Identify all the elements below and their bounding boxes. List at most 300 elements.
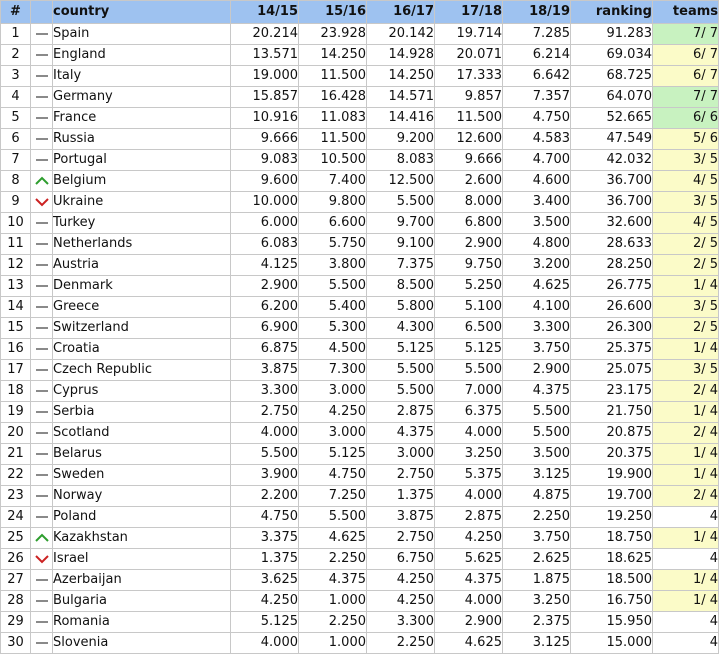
header-trend <box>31 1 53 24</box>
country-name[interactable]: Czech Republic <box>53 360 231 381</box>
trend-cell <box>31 381 53 402</box>
country-name[interactable]: Portugal <box>53 150 231 171</box>
teams-value: 4 <box>653 633 719 654</box>
country-name[interactable]: Norway <box>53 486 231 507</box>
table-row[interactable] <box>1 276 719 297</box>
season-14-15-value: 4.125 <box>231 255 299 276</box>
rank-cell: 8 <box>1 171 31 192</box>
header-season-17-18[interactable]: 17/18 <box>435 1 503 24</box>
header-season-14-15[interactable]: 14/15 <box>231 1 299 24</box>
trend-cell <box>31 402 53 423</box>
teams-value: 4 <box>653 612 719 633</box>
header-row <box>1 1 719 24</box>
season-14-15-value: 6.875 <box>231 339 299 360</box>
dash-icon <box>34 427 50 439</box>
season-14-15-value: 13.571 <box>231 45 299 66</box>
table-row[interactable] <box>1 24 719 45</box>
season-17-18-value: 4.000 <box>435 591 503 612</box>
country-name[interactable]: Cyprus <box>53 381 231 402</box>
season-18-19-value: 4.100 <box>503 297 571 318</box>
arrow-up-icon <box>34 175 50 187</box>
country-name[interactable]: Spain <box>53 24 231 45</box>
dash-icon <box>34 364 50 376</box>
table-row[interactable] <box>1 318 719 339</box>
season-17-18-value: 6.800 <box>435 213 503 234</box>
teams-value: 4/ 5 <box>653 213 719 234</box>
ranking-value: 68.725 <box>571 66 653 87</box>
season-15-16-value: 2.250 <box>299 549 367 570</box>
rank-cell: 1 <box>1 24 31 45</box>
season-16-17-value: 5.500 <box>367 381 435 402</box>
season-15-16-value: 5.500 <box>299 507 367 528</box>
season-16-17-value: 7.375 <box>367 255 435 276</box>
header-season-15-16[interactable]: 15/16 <box>299 1 367 24</box>
header-rank[interactable]: # <box>1 1 31 24</box>
rank-cell: 28 <box>1 591 31 612</box>
season-17-18-value: 4.625 <box>435 633 503 654</box>
season-15-16-value: 7.300 <box>299 360 367 381</box>
season-16-17-value: 2.750 <box>367 465 435 486</box>
teams-value: 4 <box>653 507 719 528</box>
season-18-19-value: 4.800 <box>503 234 571 255</box>
country-name[interactable]: Germany <box>53 87 231 108</box>
country-name[interactable]: Sweden <box>53 465 231 486</box>
season-16-17-value: 5.500 <box>367 360 435 381</box>
season-16-17-value: 14.928 <box>367 45 435 66</box>
teams-value: 1/ 4 <box>653 339 719 360</box>
country-name[interactable]: Greece <box>53 297 231 318</box>
country-name[interactable]: Scotland <box>53 423 231 444</box>
table-row[interactable] <box>1 297 719 318</box>
season-18-19-value: 3.750 <box>503 528 571 549</box>
season-17-18-value: 8.000 <box>435 192 503 213</box>
season-15-16-value: 4.500 <box>299 339 367 360</box>
season-17-18-value: 9.666 <box>435 150 503 171</box>
rank-cell: 18 <box>1 381 31 402</box>
season-18-19-value: 7.285 <box>503 24 571 45</box>
rank-cell: 12 <box>1 255 31 276</box>
dash-icon <box>34 448 50 460</box>
season-17-18-value: 2.900 <box>435 612 503 633</box>
season-15-16-value: 10.500 <box>299 150 367 171</box>
table-row[interactable] <box>1 612 719 633</box>
season-17-18-value: 6.500 <box>435 318 503 339</box>
arrow-down-icon <box>34 553 50 565</box>
trend-cell <box>31 549 53 570</box>
season-14-15-value: 6.200 <box>231 297 299 318</box>
season-17-18-value: 4.000 <box>435 486 503 507</box>
trend-cell <box>31 66 53 87</box>
season-14-15-value: 4.750 <box>231 507 299 528</box>
season-17-18-value: 5.125 <box>435 339 503 360</box>
country-name[interactable]: Belgium <box>53 171 231 192</box>
rank-cell: 6 <box>1 129 31 150</box>
season-14-15-value: 4.000 <box>231 423 299 444</box>
season-16-17-value: 20.142 <box>367 24 435 45</box>
season-14-15-value: 4.000 <box>231 633 299 654</box>
season-18-19-value: 3.400 <box>503 192 571 213</box>
season-18-19-value: 7.357 <box>503 87 571 108</box>
season-17-18-value: 6.375 <box>435 402 503 423</box>
season-17-18-value: 9.750 <box>435 255 503 276</box>
country-name[interactable]: Croatia <box>53 339 231 360</box>
season-16-17-value: 5.125 <box>367 339 435 360</box>
season-16-17-value: 4.250 <box>367 570 435 591</box>
season-14-15-value: 5.500 <box>231 444 299 465</box>
season-15-16-value: 23.928 <box>299 24 367 45</box>
rank-cell: 10 <box>1 213 31 234</box>
season-18-19-value: 3.125 <box>503 633 571 654</box>
season-18-19-value: 2.375 <box>503 612 571 633</box>
season-17-18-value: 5.250 <box>435 276 503 297</box>
teams-value: 3/ 5 <box>653 150 719 171</box>
ranking-value: 52.665 <box>571 108 653 129</box>
season-14-15-value: 1.375 <box>231 549 299 570</box>
season-16-17-value: 3.300 <box>367 612 435 633</box>
ranking-value: 47.549 <box>571 129 653 150</box>
dash-icon <box>34 217 50 229</box>
trend-cell <box>31 213 53 234</box>
table-row[interactable] <box>1 549 719 570</box>
country-name[interactable]: Poland <box>53 507 231 528</box>
country-name[interactable]: Switzerland <box>53 318 231 339</box>
season-15-16-value: 5.750 <box>299 234 367 255</box>
rank-cell: 21 <box>1 444 31 465</box>
table-row[interactable] <box>1 234 719 255</box>
season-18-19-value: 5.500 <box>503 402 571 423</box>
country-name[interactable]: Israel <box>53 549 231 570</box>
ranking-value: 15.000 <box>571 633 653 654</box>
dash-icon <box>34 259 50 271</box>
country-name[interactable]: Turkey <box>53 213 231 234</box>
season-17-18-value: 4.000 <box>435 423 503 444</box>
ranking-value: 15.950 <box>571 612 653 633</box>
season-18-19-value: 3.750 <box>503 339 571 360</box>
ranking-value: 19.250 <box>571 507 653 528</box>
season-16-17-value: 8.500 <box>367 276 435 297</box>
country-name[interactable]: Azerbaijan <box>53 570 231 591</box>
rank-cell: 14 <box>1 297 31 318</box>
season-16-17-value: 3.000 <box>367 444 435 465</box>
rank-cell: 16 <box>1 339 31 360</box>
ranking-value: 18.500 <box>571 570 653 591</box>
country-name[interactable]: Russia <box>53 129 231 150</box>
dash-icon <box>34 343 50 355</box>
dash-icon <box>34 133 50 145</box>
season-18-19-value: 4.583 <box>503 129 571 150</box>
teams-value: 3/ 5 <box>653 297 719 318</box>
season-15-16-value: 16.428 <box>299 87 367 108</box>
table-row[interactable] <box>1 423 719 444</box>
teams-value: 1/ 4 <box>653 402 719 423</box>
season-16-17-value: 4.300 <box>367 318 435 339</box>
trend-cell <box>31 360 53 381</box>
rank-cell: 23 <box>1 486 31 507</box>
country-name[interactable]: Denmark <box>53 276 231 297</box>
season-14-15-value: 10.916 <box>231 108 299 129</box>
trend-cell <box>31 276 53 297</box>
table-row[interactable] <box>1 444 719 465</box>
season-15-16-value: 11.500 <box>299 129 367 150</box>
trend-cell <box>31 591 53 612</box>
trend-cell <box>31 24 53 45</box>
season-16-17-value: 5.500 <box>367 192 435 213</box>
season-16-17-value: 5.800 <box>367 297 435 318</box>
rank-cell: 15 <box>1 318 31 339</box>
table-row[interactable] <box>1 87 719 108</box>
season-16-17-value: 8.083 <box>367 150 435 171</box>
table-row[interactable] <box>1 171 719 192</box>
table-row[interactable] <box>1 150 719 171</box>
ranking-value: 26.775 <box>571 276 653 297</box>
table-row[interactable] <box>1 570 719 591</box>
dash-icon <box>34 70 50 82</box>
country-name[interactable]: France <box>53 108 231 129</box>
rank-cell: 5 <box>1 108 31 129</box>
season-17-18-value: 12.600 <box>435 129 503 150</box>
arrow-up-icon <box>34 532 50 544</box>
season-17-18-value: 7.000 <box>435 381 503 402</box>
teams-value: 2/ 4 <box>653 423 719 444</box>
rank-cell: 19 <box>1 402 31 423</box>
country-name[interactable]: Austria <box>53 255 231 276</box>
season-17-18-value: 4.375 <box>435 570 503 591</box>
rank-cell: 29 <box>1 612 31 633</box>
table-row[interactable] <box>1 339 719 360</box>
season-16-17-value: 9.200 <box>367 129 435 150</box>
season-17-18-value: 19.714 <box>435 24 503 45</box>
country-name[interactable]: Romania <box>53 612 231 633</box>
season-14-15-value: 6.083 <box>231 234 299 255</box>
rank-cell: 25 <box>1 528 31 549</box>
country-name[interactable]: Kazakhstan <box>53 528 231 549</box>
teams-value: 1/ 4 <box>653 591 719 612</box>
season-17-18-value: 4.250 <box>435 528 503 549</box>
season-15-16-value: 1.000 <box>299 633 367 654</box>
season-14-15-value: 2.900 <box>231 276 299 297</box>
dash-icon <box>34 385 50 397</box>
ranking-value: 36.700 <box>571 192 653 213</box>
season-18-19-value: 3.200 <box>503 255 571 276</box>
teams-value: 7/ 7 <box>653 87 719 108</box>
season-18-19-value: 4.625 <box>503 276 571 297</box>
table-row[interactable] <box>1 192 719 213</box>
season-15-16-value: 1.000 <box>299 591 367 612</box>
table-row[interactable] <box>1 465 719 486</box>
ranking-value: 18.750 <box>571 528 653 549</box>
trend-cell <box>31 45 53 66</box>
ranking-value: 19.700 <box>571 486 653 507</box>
season-17-18-value: 5.500 <box>435 360 503 381</box>
season-18-19-value: 5.500 <box>503 423 571 444</box>
ranking-value: 25.075 <box>571 360 653 381</box>
dash-icon <box>34 616 50 628</box>
dash-icon <box>34 406 50 418</box>
season-14-15-value: 3.625 <box>231 570 299 591</box>
season-16-17-value: 3.875 <box>367 507 435 528</box>
table-row[interactable] <box>1 633 719 654</box>
season-15-16-value: 7.250 <box>299 486 367 507</box>
season-15-16-value: 5.400 <box>299 297 367 318</box>
country-name[interactable]: Italy <box>53 66 231 87</box>
season-16-17-value: 2.250 <box>367 633 435 654</box>
season-16-17-value: 2.750 <box>367 528 435 549</box>
season-14-15-value: 20.214 <box>231 24 299 45</box>
country-name[interactable]: Ukraine <box>53 192 231 213</box>
ranking-value: 28.250 <box>571 255 653 276</box>
table-row[interactable] <box>1 255 719 276</box>
table-row[interactable] <box>1 528 719 549</box>
table-row[interactable] <box>1 507 719 528</box>
table-row[interactable] <box>1 360 719 381</box>
header-ranking[interactable]: ranking <box>571 1 653 24</box>
header-season-18-19[interactable]: 18/19 <box>503 1 571 24</box>
ranking-value: 20.875 <box>571 423 653 444</box>
teams-value: 1/ 4 <box>653 528 719 549</box>
season-18-19-value: 3.250 <box>503 591 571 612</box>
trend-cell <box>31 318 53 339</box>
season-17-18-value: 2.600 <box>435 171 503 192</box>
rank-cell: 4 <box>1 87 31 108</box>
season-15-16-value: 6.600 <box>299 213 367 234</box>
teams-value: 1/ 4 <box>653 465 719 486</box>
trend-cell <box>31 570 53 591</box>
trend-cell <box>31 528 53 549</box>
ranking-value: 32.600 <box>571 213 653 234</box>
trend-cell <box>31 87 53 108</box>
season-15-16-value: 5.500 <box>299 276 367 297</box>
season-18-19-value: 6.214 <box>503 45 571 66</box>
table-row[interactable] <box>1 108 719 129</box>
dash-icon <box>34 49 50 61</box>
rank-cell: 17 <box>1 360 31 381</box>
country-name[interactable]: Bulgaria <box>53 591 231 612</box>
season-16-17-value: 9.100 <box>367 234 435 255</box>
dash-icon <box>34 280 50 292</box>
dash-icon <box>34 322 50 334</box>
table-row[interactable] <box>1 213 719 234</box>
country-name[interactable]: Netherlands <box>53 234 231 255</box>
season-15-16-value: 11.500 <box>299 66 367 87</box>
season-17-18-value: 5.625 <box>435 549 503 570</box>
season-15-16-value: 3.000 <box>299 423 367 444</box>
season-15-16-value: 9.800 <box>299 192 367 213</box>
dash-icon <box>34 154 50 166</box>
trend-cell <box>31 612 53 633</box>
season-16-17-value: 9.700 <box>367 213 435 234</box>
rank-cell: 9 <box>1 192 31 213</box>
dash-icon <box>34 511 50 523</box>
season-14-15-value: 6.000 <box>231 213 299 234</box>
dash-icon <box>34 469 50 481</box>
dash-icon <box>34 238 50 250</box>
season-14-15-value: 2.750 <box>231 402 299 423</box>
season-14-15-value: 15.857 <box>231 87 299 108</box>
rank-cell: 3 <box>1 66 31 87</box>
teams-value: 3/ 5 <box>653 360 719 381</box>
dash-icon <box>34 91 50 103</box>
trend-cell <box>31 465 53 486</box>
season-17-18-value: 5.375 <box>435 465 503 486</box>
trend-cell <box>31 108 53 129</box>
season-15-16-value: 11.083 <box>299 108 367 129</box>
trend-cell <box>31 507 53 528</box>
dash-icon <box>34 112 50 124</box>
season-17-18-value: 5.100 <box>435 297 503 318</box>
table-row[interactable] <box>1 381 719 402</box>
season-18-19-value: 4.700 <box>503 150 571 171</box>
season-15-16-value: 5.300 <box>299 318 367 339</box>
season-16-17-value: 12.500 <box>367 171 435 192</box>
ranking-value: 42.032 <box>571 150 653 171</box>
season-18-19-value: 3.300 <box>503 318 571 339</box>
arrow-down-icon <box>34 196 50 208</box>
season-14-15-value: 19.000 <box>231 66 299 87</box>
header-country[interactable]: country <box>53 1 231 24</box>
teams-value: 6/ 6 <box>653 108 719 129</box>
season-15-16-value: 4.625 <box>299 528 367 549</box>
season-15-16-value: 7.400 <box>299 171 367 192</box>
dash-icon <box>34 574 50 586</box>
teams-value: 2/ 5 <box>653 318 719 339</box>
trend-cell <box>31 129 53 150</box>
rank-cell: 24 <box>1 507 31 528</box>
table-row[interactable] <box>1 129 719 150</box>
trend-cell <box>31 339 53 360</box>
table-row[interactable] <box>1 45 719 66</box>
table-row[interactable] <box>1 486 719 507</box>
rank-cell: 7 <box>1 150 31 171</box>
table-row[interactable] <box>1 591 719 612</box>
teams-value: 6/ 7 <box>653 66 719 87</box>
trend-cell <box>31 444 53 465</box>
country-name[interactable]: England <box>53 45 231 66</box>
ranking-value: 23.175 <box>571 381 653 402</box>
header-teams[interactable]: teams <box>653 1 719 24</box>
season-17-18-value: 11.500 <box>435 108 503 129</box>
rank-cell: 2 <box>1 45 31 66</box>
season-15-16-value: 4.750 <box>299 465 367 486</box>
country-name[interactable]: Belarus <box>53 444 231 465</box>
teams-value: 1/ 4 <box>653 444 719 465</box>
dash-icon <box>34 595 50 607</box>
season-14-15-value: 3.300 <box>231 381 299 402</box>
season-14-15-value: 10.000 <box>231 192 299 213</box>
ranking-value: 21.750 <box>571 402 653 423</box>
dash-icon <box>34 28 50 40</box>
ranking-value: 91.283 <box>571 24 653 45</box>
teams-value: 2/ 5 <box>653 255 719 276</box>
season-18-19-value: 1.875 <box>503 570 571 591</box>
country-name[interactable]: Slovenia <box>53 633 231 654</box>
teams-value: 2/ 4 <box>653 486 719 507</box>
teams-value: 3/ 5 <box>653 192 719 213</box>
season-18-19-value: 6.642 <box>503 66 571 87</box>
ranking-value: 16.750 <box>571 591 653 612</box>
season-15-16-value: 2.250 <box>299 612 367 633</box>
header-season-16-17[interactable]: 16/17 <box>367 1 435 24</box>
season-15-16-value: 4.375 <box>299 570 367 591</box>
country-name[interactable]: Serbia <box>53 402 231 423</box>
season-14-15-value: 3.875 <box>231 360 299 381</box>
season-18-19-value: 4.600 <box>503 171 571 192</box>
table-row[interactable] <box>1 66 719 87</box>
season-14-15-value: 2.200 <box>231 486 299 507</box>
table-row[interactable] <box>1 402 719 423</box>
ranking-value: 26.300 <box>571 318 653 339</box>
season-15-16-value: 3.000 <box>299 381 367 402</box>
dash-icon <box>34 301 50 313</box>
